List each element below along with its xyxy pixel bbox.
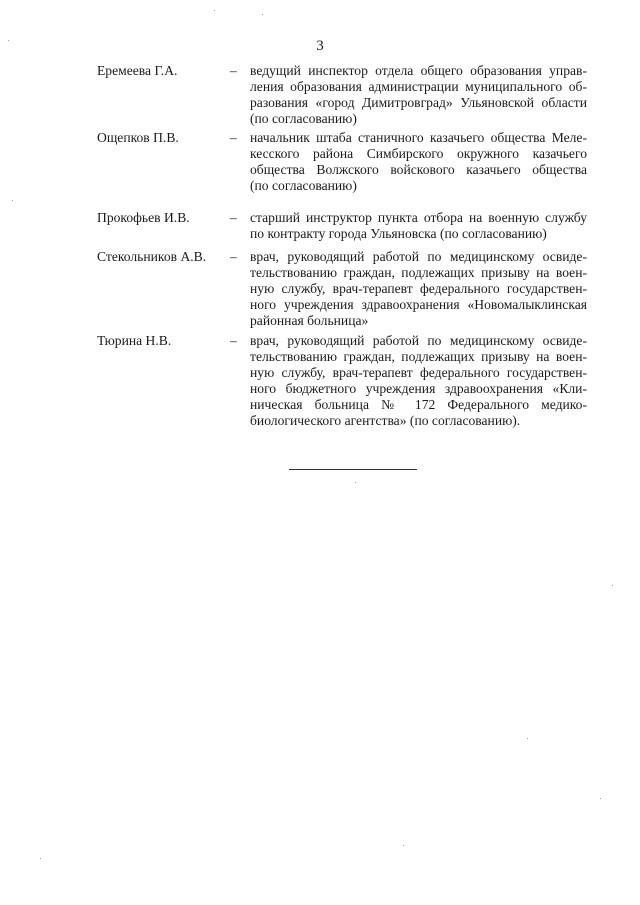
scan-speck: [12, 200, 13, 201]
position-line: тельствованию граждан, подлежащих призыву на воен-: [250, 265, 587, 280]
position-line: врач, руководящий работой по медицинскому освиде-: [250, 333, 587, 348]
position-line: ного бюджетного учреждения здравоохранения «Кли-: [250, 381, 587, 396]
position-line: кесского района Симбирского окружного казачьего: [250, 146, 587, 161]
member-name: Тюрина Н.В.: [97, 333, 172, 348]
scan-speck: [355, 482, 356, 483]
scan-speck: [40, 858, 41, 859]
scan-speck: [403, 845, 404, 846]
position-line: ного учреждения здравоохранения «Новомалыклинская: [250, 297, 587, 312]
position-line: разования «город Димитровград» Ульяновской области: [250, 95, 587, 110]
scan-speck: [527, 738, 528, 739]
scan-speck: [214, 10, 215, 11]
position-line: биологического агентства» (по согласованию).: [250, 413, 521, 428]
dash-separator: –: [230, 210, 237, 225]
position-line: ления образования администрации муниципального об-: [250, 79, 587, 94]
position-line: ническая больница № 172 Федерального медико-: [250, 397, 587, 412]
position-line: ную службу, врач-терапевт федерального государствен-: [250, 365, 587, 380]
scan-speck: [8, 40, 9, 41]
position-line: ведущий инспектор отдела общего образования управ-: [250, 63, 587, 78]
position-line: общества Волжского войскового казачьего общества: [250, 162, 587, 177]
scan-speck: [262, 14, 263, 15]
member-name: Еремеева Г.А.: [97, 63, 178, 78]
closing-rule: [289, 469, 417, 470]
position-line: районная больница»: [250, 313, 369, 328]
dash-separator: –: [230, 130, 237, 145]
scan-speck: [612, 585, 613, 586]
position-line: (по согласованию): [250, 178, 357, 193]
position-line: старший инструктор пункта отбора на военную службу: [250, 210, 587, 225]
position-line: (по согласованию): [250, 111, 357, 126]
scan-speck: [600, 798, 601, 799]
position-line: по контракту города Ульяновска (по согласованию): [250, 226, 547, 241]
page-number: 3: [316, 38, 324, 54]
position-line: тельствованию граждан, подлежащих призыву на воен-: [250, 349, 587, 364]
position-line: ную службу, врач-терапевт федерального государствен-: [250, 281, 587, 296]
member-name: Ощепков П.В.: [97, 130, 179, 145]
member-name: Стекольников А.В.: [97, 249, 207, 264]
dash-separator: –: [230, 333, 237, 348]
dash-separator: –: [230, 249, 237, 264]
position-line: врач, руководящий работой по медицинскому освиде-: [250, 249, 587, 264]
member-name: Прокофьев И.В.: [97, 210, 190, 225]
dash-separator: –: [230, 63, 237, 78]
position-line: начальник штаба станичного казачьего общества Меле-: [250, 130, 587, 145]
